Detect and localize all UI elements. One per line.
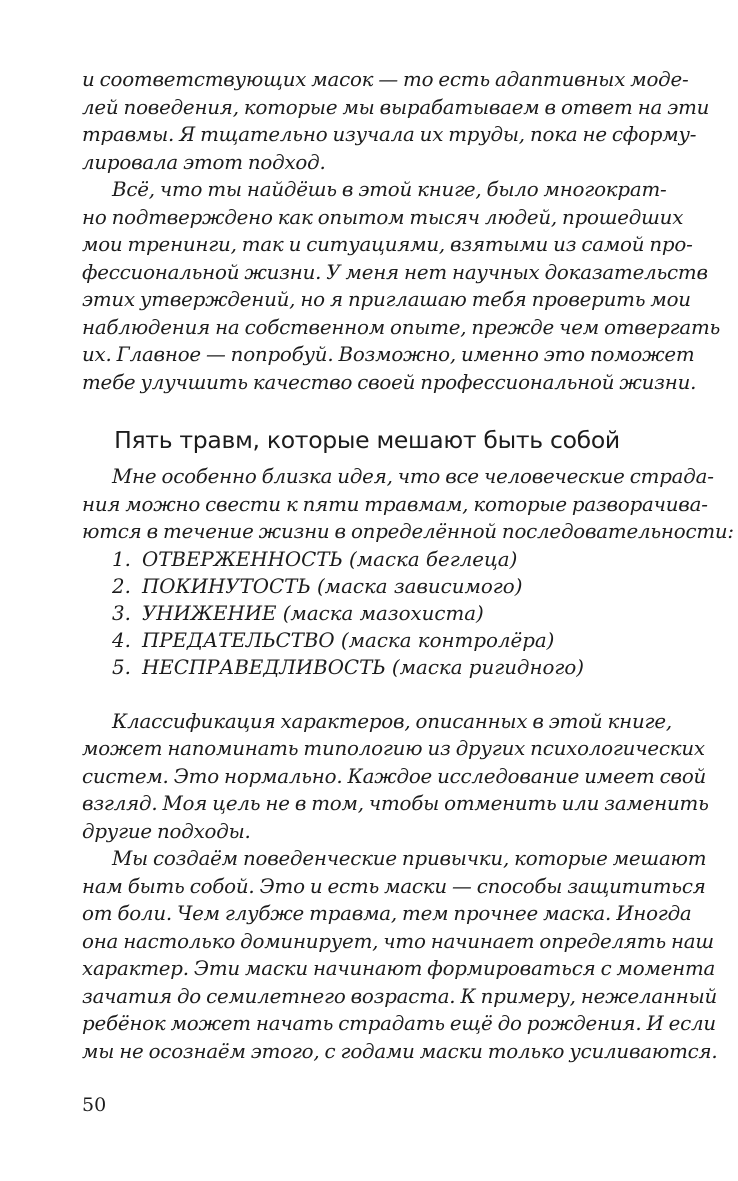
text-line: ния можно свести к пяти травмам, которые разворачива- — [82, 492, 708, 516]
mask-name: (маска зависимого) — [316, 574, 523, 598]
text-line: Всё, что ты найдёшь в этой книге, было многократ- — [112, 178, 667, 201]
list-number: 3. — [112, 601, 131, 625]
list-item — [82, 627, 652, 654]
trauma-name: ПРЕДАТЕЛЬСТВО — [142, 628, 335, 652]
paragraph-five-traumas — [82, 463, 734, 546]
list-item — [82, 600, 652, 627]
list-number: 1. — [112, 547, 131, 571]
text-line: наблюдения на собственном опыте, прежде чем отвергать — [82, 315, 721, 339]
text-line: Мне особенно близка идея, что все человеческие страда- — [112, 465, 714, 488]
list-item — [82, 546, 652, 573]
paragraph-masks — [82, 845, 718, 1065]
mask-name: (маска мазохиста) — [282, 601, 484, 625]
text-line: лировала этот подход. — [82, 150, 326, 174]
trauma-name: ПОКИНУТОСТЬ — [142, 574, 311, 598]
text-line: может напоминать типологию из других психологических — [82, 737, 705, 760]
text-line: характер. Эти маски начинают формироваться с момента — [82, 957, 716, 980]
text-line: она настолько доминирует, что начинает определять наш — [82, 929, 714, 953]
text-line: травмы. Я тщательно изучала их труды, пока не сформу- — [82, 123, 697, 146]
section-heading: Пять травм, которые мешают быть собой — [114, 426, 620, 454]
text-line: ются в течение жизни в определённой последовательности: — [82, 520, 734, 543]
trauma-name: ОТВЕРЖЕННОСТЬ — [142, 547, 343, 571]
list-number: 5. — [112, 655, 131, 679]
text-line: систем. Это нормально. Каждое исследование имеет свой — [82, 764, 707, 788]
page-number: 50 — [82, 1094, 107, 1116]
list-item — [82, 573, 652, 600]
page-body — [82, 66, 734, 1065]
list-item — [82, 654, 652, 681]
paragraph-classification — [82, 708, 709, 846]
text-line: фессиональной жизни. У меня нет научных доказательств — [82, 260, 708, 284]
text-line: от боли. Чем глубже травма, тем прочнее маска. Иногда — [82, 902, 692, 925]
paragraph-intro-continuation — [82, 66, 710, 176]
mask-name: (маска ригидного) — [391, 655, 585, 679]
text-line: мои тренинги, так и ситуациями, взятыми из самой про- — [82, 233, 693, 256]
text-line: другие подходы. — [82, 819, 251, 843]
text-line: тебе улучшить качество своей профессиональной жизни. — [82, 370, 697, 394]
text-line: взгляд. Моя цель не в том, чтобы отменить или заменить — [82, 792, 709, 815]
text-line: Классификация характеров, описанных в этой книге, — [112, 709, 672, 733]
trauma-name: НЕСПРАВЕДЛИВОСТЬ — [142, 655, 386, 679]
paragraph-experience — [82, 176, 721, 396]
text-line: Мы создаём поведенческие привычки, которые мешают — [112, 847, 707, 870]
text-line: и соответствующих масок — то есть адаптивных моде- — [82, 68, 689, 91]
text-line: зачатия до семилетнего возраста. К примеру, нежеланный — [82, 984, 718, 1008]
text-line: этих утверждений, но я приглашаю тебя проверить мои — [82, 288, 691, 311]
text-line: ребёнок может начать страдать ещё до рождения. И если — [82, 1012, 716, 1035]
mask-name: (маска беглеца) — [349, 547, 518, 571]
text-line: нам быть собой. Это и есть маски — способы защититься — [82, 874, 706, 898]
trauma-list — [82, 546, 652, 681]
text-line: мы не осознаём этого, с годами маски только усиливаются. — [82, 1039, 718, 1063]
list-number: 4. — [112, 628, 131, 652]
text-line: но подтверждено как опытом тысяч людей, прошедших — [82, 205, 684, 229]
text-line: их. Главное — попробуй. Возможно, именно это поможет — [82, 343, 695, 366]
trauma-name: УНИЖЕНИЕ — [142, 601, 277, 625]
text-line: лей поведения, которые мы вырабатываем в ответ на эти — [82, 95, 710, 119]
mask-name: (маска контролёра) — [340, 628, 555, 652]
list-number: 2. — [112, 574, 131, 598]
